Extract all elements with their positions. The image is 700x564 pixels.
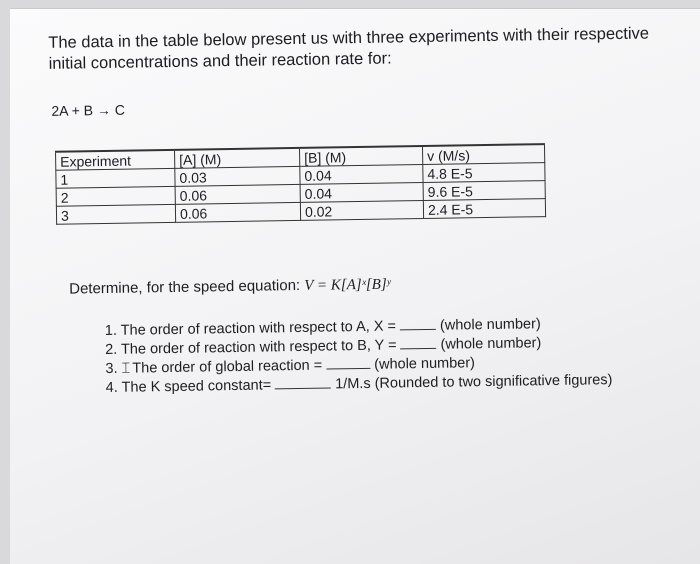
question-number: 3. (105, 360, 118, 378)
cell-b: 0.04 (300, 183, 423, 203)
cell-a: 0.03 (175, 166, 300, 186)
cell-rate: 9.6 E-5 (423, 181, 545, 201)
cell-rate: 2.4 E-5 (423, 199, 545, 219)
answer-blank[interactable] (400, 336, 436, 350)
header-a-concentration: [A] (M) (175, 148, 300, 168)
question-suffix: (whole number) (440, 335, 542, 353)
determine-line (69, 276, 391, 299)
header-b-concentration: [B] (M) (299, 146, 422, 166)
reaction-equation: 2A + B → C (51, 101, 126, 119)
cell-b: 0.04 (300, 165, 423, 185)
determine-label: Determine, for the speed equation: (69, 276, 301, 298)
intro-paragraph: The data in the table below present us with three experiments with their respective initial concentrations and their reaction rate for: (48, 24, 650, 73)
experiment-table (55, 143, 546, 225)
answer-blank[interactable] (275, 375, 331, 389)
question-number: 2. (105, 341, 118, 359)
question-number: 4. (105, 379, 118, 397)
page-background (10, 8, 700, 564)
question-text: The order of reaction with respect to B, Y = (120, 337, 397, 358)
cell-a: 0.06 (175, 184, 300, 204)
text-cursor-icon: ⌶ (121, 360, 131, 377)
question-suffix: 1/M.s (Rounded to two significative figures) (335, 372, 613, 393)
answer-blank[interactable] (326, 356, 370, 370)
cell-experiment: 2 (56, 186, 175, 206)
cell-b: 0.02 (300, 201, 423, 221)
answer-blank[interactable] (400, 317, 436, 331)
question-suffix: (whole number) (374, 355, 476, 373)
cell-experiment: 1 (56, 168, 175, 188)
speed-equation: V = K[A]ˣ[B]ʸ (304, 276, 391, 294)
question-text: The K speed constant= (121, 377, 272, 396)
cell-a: 0.06 (175, 202, 300, 222)
cell-rate: 4.8 E-5 (423, 163, 545, 183)
worksheet (40, 13, 676, 413)
question-list (105, 314, 613, 398)
header-experiment: Experiment (56, 150, 175, 170)
question-number: 1. (104, 322, 118, 340)
cell-experiment: 3 (56, 204, 175, 224)
header-rate: v (M/s) (422, 144, 544, 164)
question-suffix: (whole number) (439, 316, 541, 334)
question-text: The order of reaction with respect to A, X = (120, 318, 397, 339)
question-text: The order of global reaction = (132, 357, 323, 377)
